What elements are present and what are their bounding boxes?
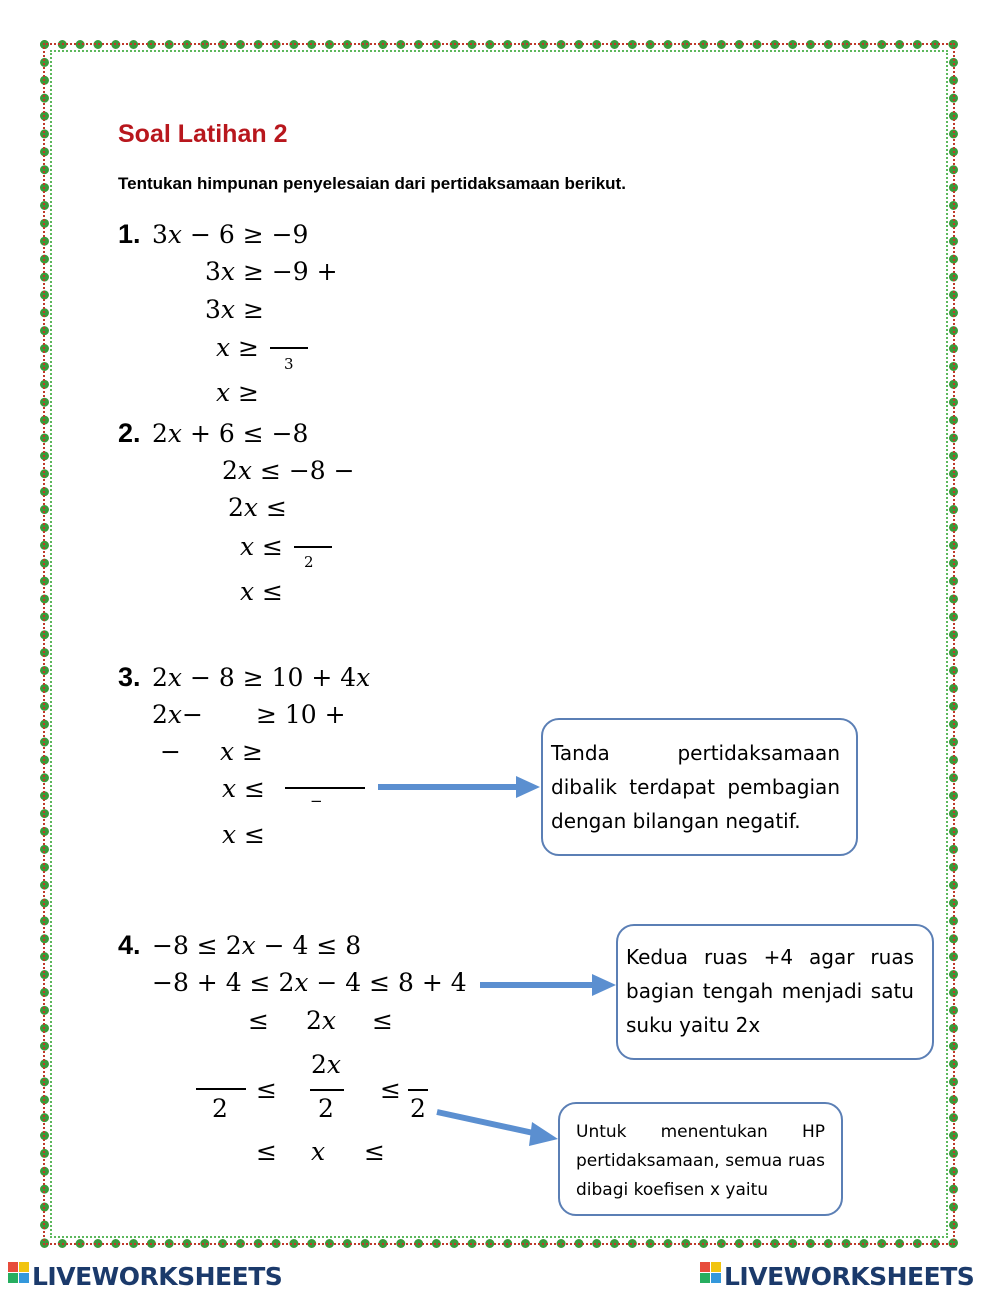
problem-4-line-3a: ≤ (248, 1006, 269, 1035)
problem-1-line-5: 𝑥 ≥ (216, 378, 259, 407)
arrow-to-note-2 (478, 972, 618, 998)
problem-3-denominator: − (310, 792, 323, 810)
problem-4-denominator-center: 2 (318, 1094, 334, 1123)
arrow-to-note-1 (376, 774, 542, 800)
problem-1-fraction-bar (270, 347, 308, 349)
instruction-text: Tentukan himpunan penyelesaian dari pertidaksamaan berikut. (118, 174, 626, 193)
problem-1-denominator: 3 (284, 355, 294, 373)
problem-2-line-2: 2𝑥 ≤ −8 − (222, 456, 355, 485)
problem-3-line-1: 2𝑥 − 8 ≥ 10 + 4𝑥 (152, 663, 371, 692)
problem-2-number: 2. (118, 418, 141, 448)
page-title: Soal Latihan 2 (118, 120, 288, 148)
problem-4-fraction-bar-left (196, 1088, 246, 1090)
note-add-four: Kedua ruas +4 agar ruas bagian tengah menjadi satu suku yaitu 2x (616, 924, 934, 1060)
problem-4-fraction-bar-center (310, 1089, 344, 1091)
problem-2-line-1: 2𝑥 + 6 ≤ −8 (152, 419, 309, 448)
problem-4-line-2: −8 + 4 ≤ 2𝑥 − 4 ≤ 8 + 4 (152, 968, 467, 997)
problem-3-line-3a: − (160, 737, 181, 766)
note-negative-division: Tanda pertidaksamaan dibalik terdapat pembagian dengan bilangan negatif. (541, 718, 858, 856)
problem-1-number: 1. (118, 219, 141, 249)
note-divide-coefficient: Untuk menentukan HP pertidaksamaan, semua ruas dibagi koefisen x yaitu (558, 1102, 843, 1216)
problem-1-line-4: 𝑥 ≥ (216, 333, 259, 362)
problem-4-denominator-left: 2 (212, 1094, 228, 1123)
problem-4-denominator-right: 2 (410, 1094, 426, 1123)
problem-2-line-4: 𝑥 ≤ (240, 532, 283, 561)
problem-4-line-1: −8 ≤ 2𝑥 − 4 ≤ 8 (152, 931, 362, 960)
brand-logo-icon-right (700, 1262, 722, 1284)
problem-2-line-3: 2𝑥 ≤ (228, 493, 287, 522)
problem-3-line-5: 𝑥 ≤ (222, 820, 265, 849)
problem-3-line-4: 𝑥 ≤ (222, 774, 265, 803)
problem-3-line-2b: ≥ 10 + (256, 700, 346, 729)
problem-4-line-4a: ≤ (256, 1075, 277, 1104)
problem-4-line-3b: 2𝑥 (306, 1006, 337, 1035)
problem-3-fraction-bar (285, 787, 365, 789)
problem-2-denominator: 2 (304, 553, 314, 571)
problem-4-line-4b: ≤ (380, 1075, 401, 1104)
arrow-to-note-3 (434, 1104, 560, 1148)
problem-4-fraction-bar-right (408, 1089, 428, 1091)
problem-2-line-5: 𝑥 ≤ (240, 577, 283, 606)
problem-1-line-1: 3𝑥 − 6 ≥ −9 (152, 220, 309, 249)
problem-4-line-5c: ≤ (364, 1137, 385, 1166)
problem-3-number: 3. (118, 662, 141, 692)
brand-logo-icon-left (8, 1262, 30, 1284)
brand-text-right: LIVEWORKSHEETS (724, 1262, 975, 1291)
problem-4-line-5b: 𝑥 (311, 1137, 326, 1166)
problem-4-line-3c: ≤ (372, 1006, 393, 1035)
problem-2-fraction-bar (294, 546, 332, 548)
problem-4-center-numerator: 2𝑥 (311, 1050, 342, 1079)
problem-3-line-2a: 2𝑥− (152, 700, 203, 729)
problem-1-line-3: 3𝑥 ≥ (205, 295, 264, 324)
problem-1-line-2: 3𝑥 ≥ −9 + (205, 257, 338, 286)
problem-4-number: 4. (118, 930, 141, 960)
brand-text-left: LIVEWORKSHEETS (32, 1262, 283, 1291)
problem-4-line-5a: ≤ (256, 1137, 277, 1166)
problem-3-line-3b: 𝑥 ≥ (220, 737, 263, 766)
